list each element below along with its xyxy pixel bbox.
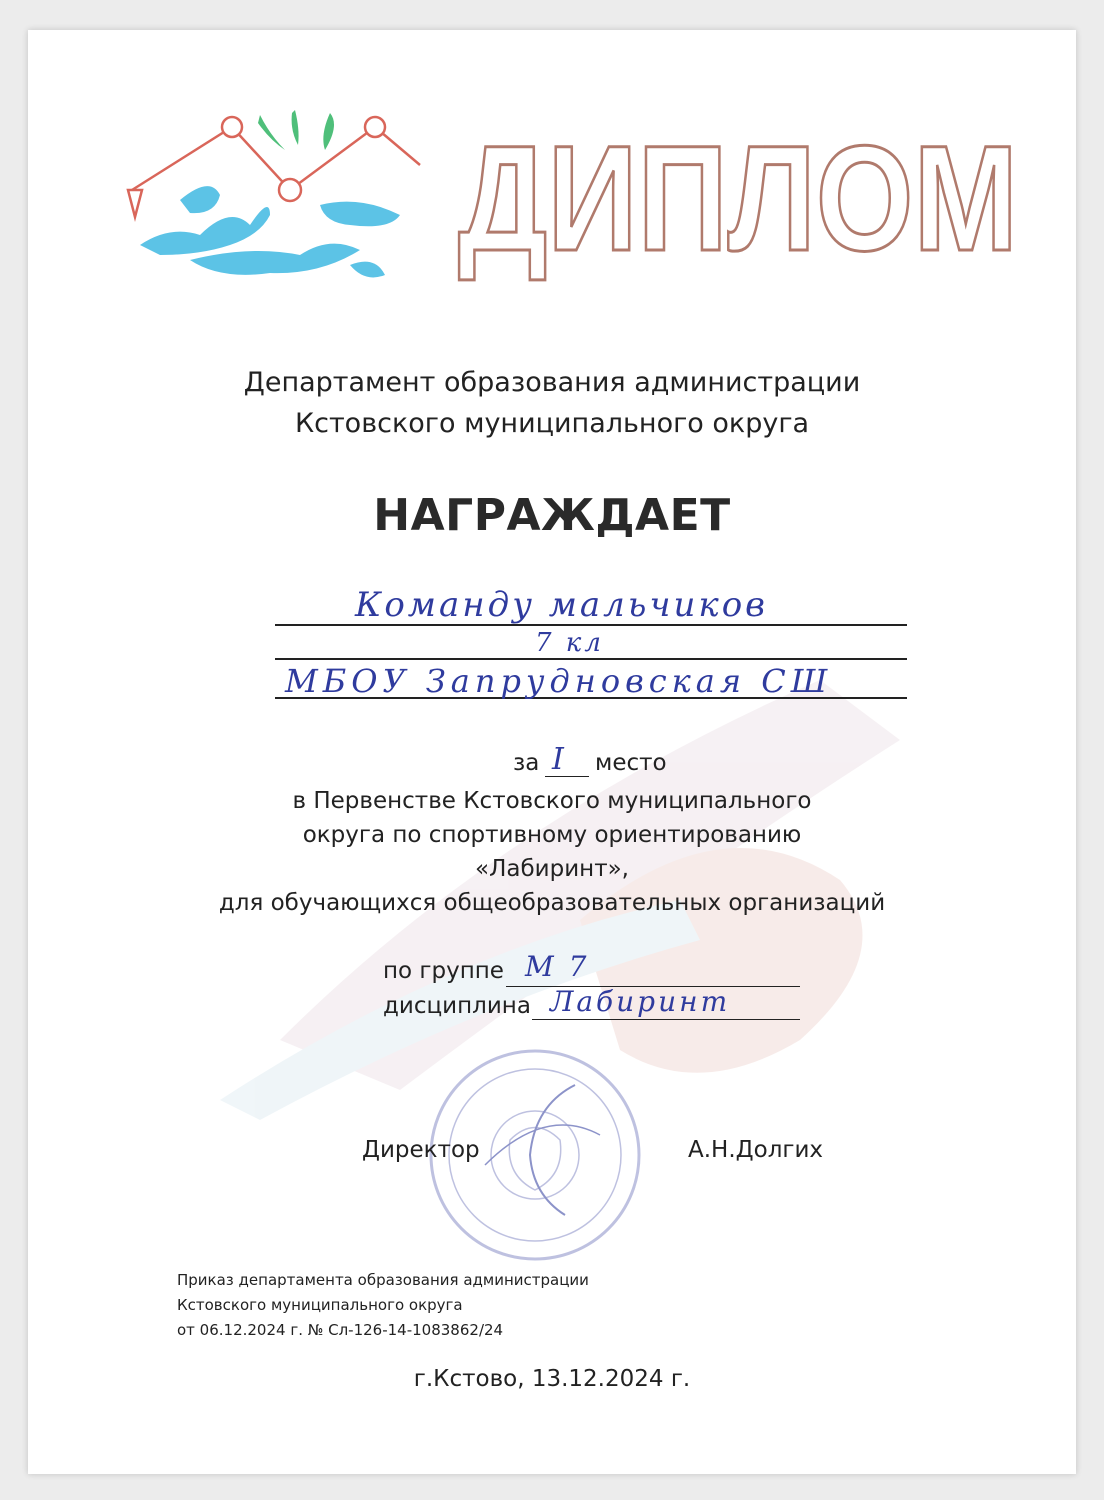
recipient-line-1: Команду мальчиков <box>355 585 768 625</box>
group-label: по группе <box>383 958 504 984</box>
place-underline <box>545 776 589 777</box>
orienteering-logo <box>120 105 430 290</box>
diploma-title <box>452 114 1024 282</box>
department-name <box>0 362 1104 444</box>
signature-name: А.Н.Долгих <box>688 1137 824 1163</box>
order-line-3: от 06.12.2024 г. № Сл-126-14-1083862/24 <box>177 1321 504 1339</box>
recipient-line-3: МБОУ Запрудновская СШ <box>285 662 833 700</box>
department-line-2: Кстовского муниципального округа <box>294 408 810 439</box>
signature-role: Директор <box>362 1137 480 1163</box>
discipline-label: дисциплина <box>383 993 531 1019</box>
recipient-underline-2 <box>275 658 907 660</box>
group-value: М 7 <box>525 950 590 983</box>
order-reference <box>177 1268 589 1343</box>
diploma-title-text: ДИПЛОМ <box>458 114 1018 282</box>
awards-heading: НАГРАЖДАЕТ <box>373 490 731 541</box>
place-and-date: г.Кстово, 13.12.2024 г. <box>413 1366 691 1392</box>
event-line-4: для обучающихся общеобразовательных организаций <box>218 890 886 916</box>
discipline-underline <box>532 1019 800 1020</box>
place-suffix: место <box>595 750 667 776</box>
event-line-2: округа по спортивному ориентированию <box>302 822 802 848</box>
discipline-value: Лабиринт <box>550 985 731 1018</box>
event-line-1: в Первенстве Кстовского муниципального <box>292 788 812 814</box>
department-line-1: Департамент образования администрации <box>243 367 861 398</box>
event-line-3: «Лабиринт», <box>475 856 629 882</box>
order-line-1: Приказ департамента образования администрации <box>177 1271 589 1289</box>
event-description <box>0 784 1104 920</box>
order-line-2: Кстовского муниципального округа <box>177 1296 463 1314</box>
place-value: I <box>552 742 567 777</box>
recipient-line-2: 7 кл <box>535 628 604 658</box>
place-prefix: за <box>513 750 540 776</box>
